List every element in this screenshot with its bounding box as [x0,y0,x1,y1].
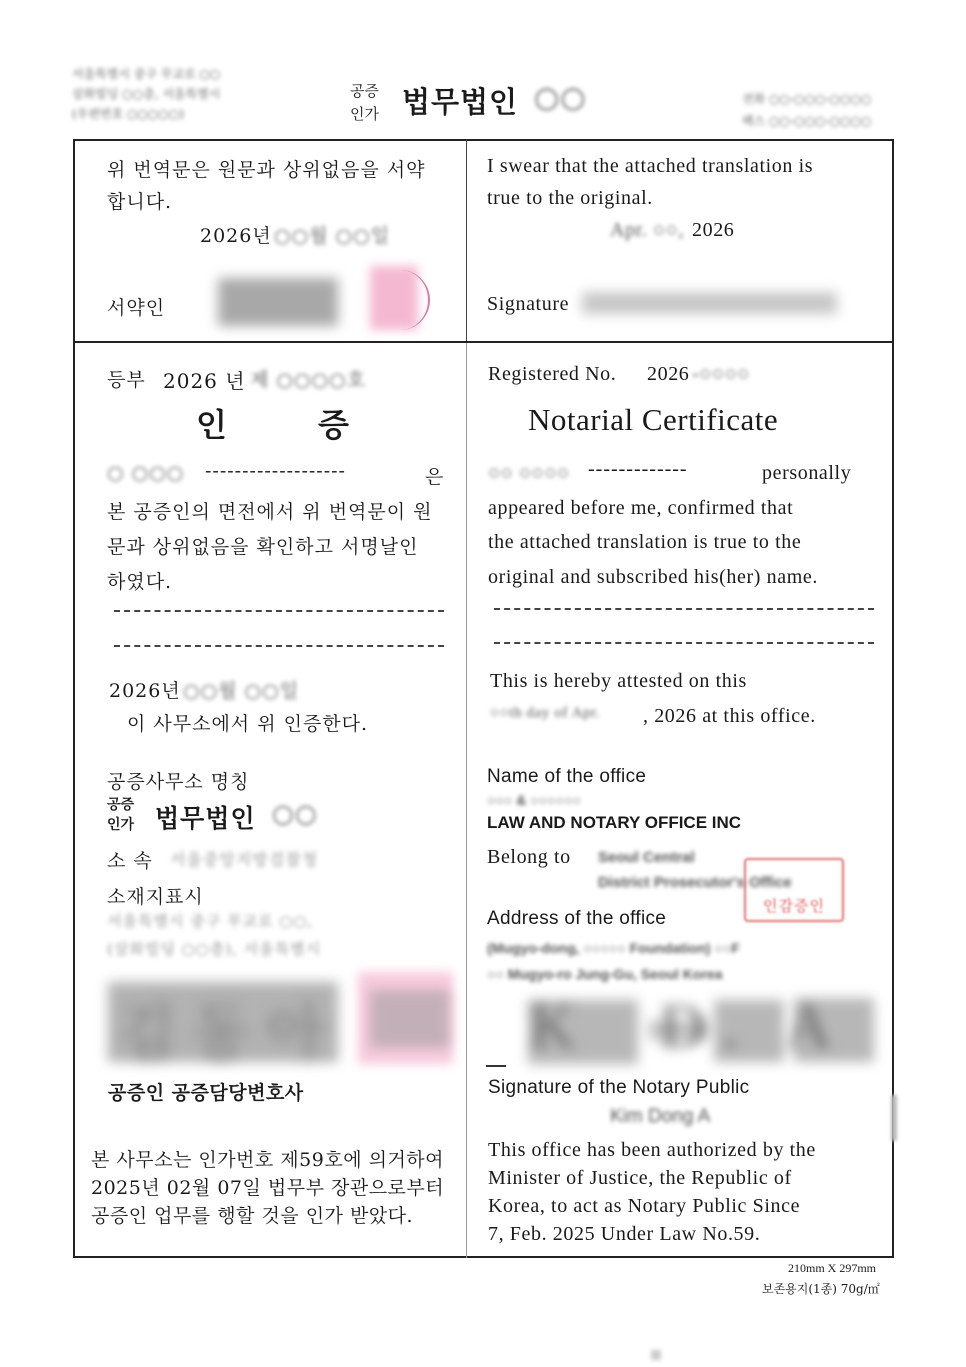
office-ko-small-bottom: 인가 [107,817,135,833]
office-en-address-line2: ○○ Mugyo-ro Jung-Gu, Seoul Korea [487,966,723,982]
cert-ko-body-line1: 본 공증인의 면전에서 위 번역문이 원 [107,501,433,523]
cert-en-body-line2: the attached translation is true to the [488,531,802,553]
oath-ko-line2: 합니다. [107,191,173,213]
header-small-bottom: 인가 [350,105,379,123]
sig-en-role: Signature of the Notary Public [488,1077,750,1098]
office-en-name-label: Name of the office [487,766,647,787]
scan-mark [891,1095,897,1141]
auth-en-line2: Minister of Justice, the Republic of [488,1167,792,1189]
office-ko-name: 법무법인 [155,804,256,833]
cert-en-person-suffix: personally [762,462,852,484]
office-en-belong-line2: District Prosecutor's Office [598,874,792,891]
oath-en-signature-redaction [582,292,837,314]
oath-ko-line1: 위 번역문은 원문과 상위없음을 서약 [107,159,426,181]
auth-en-line4: 7, Feb. 2025 Under Law No.59. [488,1223,761,1245]
cert-ko-person-dashes: ------------------- [205,460,346,482]
oath-ko-date-year: 2026년 [200,225,272,247]
cert-ko-att-line2: 이 사무소에서 위 인증한다. [127,713,369,735]
office-ko-belong-value: 서울중앙지방검찰청 [170,850,319,869]
office-en-belong-line1: Seoul Central [598,849,695,866]
cert-en-dash-line2 [494,642,874,644]
cert-ko-reg-number: 제 ○○○○호 [250,369,367,391]
cert-ko-body-line3: 하였다. [107,571,173,593]
oath-ko-date-rest: ○○월 ○○일 [274,225,391,247]
office-ko-belong-label: 소 속 [107,850,153,872]
cert-en-reg-number: -○○○○ [692,363,750,385]
cert-en-body-line3: original and subscribed his(her) name. [488,566,818,588]
cert-ko-reg-year: 2026 년 [163,369,246,393]
cert-ko-person: ○ ○○○ [107,462,185,484]
office-ko-address-line1: 서울특별시 중구 무교로 ○○, [107,912,314,930]
office-stamp: 인감증인 [744,858,844,922]
office-en-name-value: LAW AND NOTARY OFFICE INC [487,813,742,832]
cert-en-person-dashes: ------------- [588,458,688,480]
cert-en-reg-year: 2026 [647,363,690,385]
certificate-column-divider [466,343,467,1258]
cert-en-person: ○○ ○○○○ [488,462,570,484]
cert-ko-person-suffix: 은 [425,466,445,488]
cert-ko-title-right: 증 [318,406,350,444]
header-contact [742,88,871,132]
oath-en-line1: I swear that the attached translation is [487,155,814,177]
header-title-name: ○○ [534,80,587,114]
auth-ko-line1: 본 사무소는 인가번호 제59호에 의거하여 [91,1149,444,1171]
cert-ko-dash-line1 [114,610,444,612]
oath-ko-signer-label: 서약인 [107,297,166,319]
cert-ko-att-rest: ○○월 ○○일 [183,680,300,702]
sig-ko-role: 공증인 공증담당변호사 [108,1082,304,1104]
office-ko-small-label [107,795,134,835]
footer-paper-size: 210mm X 297mm [788,1261,877,1275]
oath-divider [73,341,894,343]
cert-en-body-line1: appeared before me, confirmed that [488,497,794,519]
auth-en-line1: This office has been authorized by the [488,1139,816,1161]
cert-ko-att-year: 2026년 [109,680,181,702]
cert-en-att-line1: This is hereby attested on this [490,670,747,692]
sig-ko-glyphs: 김동아 [118,998,340,1068]
office-en-name-blur: ○○○ & ○○○○○○ [487,792,581,808]
header-title: 법무법인 [402,85,519,119]
header-contact-line: 전화 ○○-○○○-○○○○ [742,92,872,106]
sig-en-name-blur: Kim Dong A [610,1106,711,1127]
office-ko-address-label: 소재지표시 [107,886,204,908]
cert-en-dash-line1 [494,608,874,610]
cert-ko-dash-line2 [114,645,444,647]
sig-en-glyphs: K D. A [530,993,849,1061]
header-address-line: (우편번호 ○○○○○) [72,107,184,121]
office-ko-name-label: 공증사무소 명칭 [107,771,250,793]
office-en-belong-label: Belong to [487,846,571,868]
auth-ko-line2: 2025년 02월 07일 법무부 장관으로부터 [91,1177,445,1199]
oath-en-date-rest: Apr. ○○, [610,219,684,241]
oath-en-date-year: 2026 [692,219,735,241]
cert-ko-body-line2: 문과 상위없음을 확인하고 서명날인 [107,536,419,558]
header-small-top: 공증 [350,82,379,100]
cert-en-att-blur: ○○th day of Apr. [490,705,601,721]
office-en-address-label: Address of the office [487,908,667,929]
footer-paper-type: 보존용지(1종) 70g/㎡ [762,1282,880,1296]
cert-en-title: Notarial Certificate [528,402,779,437]
header-address [72,64,220,124]
cert-en-att-line2: , 2026 at this office. [643,705,816,727]
oath-column-divider [466,139,467,341]
oath-en-signature-label: Signature [487,293,570,315]
header-small-label [350,80,379,126]
auth-ko-line3: 공증인 업무를 행할 것을 인가 받았다. [91,1205,414,1227]
oath-en-line2: true to the original. [487,187,653,209]
office-ko-address-line2: (삼화빌딩 ○○층), 서울특별시 [107,940,322,958]
office-ko-name-blur: ○○ [272,799,318,828]
office-en-address-line1: (Mugyo-dong, ○○○○○ Foundation) ○○F [487,940,740,956]
footer-scan-mark [651,1350,661,1360]
cert-ko-reg-label: 등부 [107,369,146,391]
header-address-line: 삼화빌딩 ○○층, 서울특별시 [72,87,221,101]
header-contact-line: 팩스 ○○-○○○-○○○○ [742,114,872,128]
sig-en-underline [486,1065,506,1067]
header-address-line: 서울특별시 중구 무교로 ○○ [72,67,221,81]
cert-ko-title-left: 인 [196,406,228,444]
oath-ko-signer-name [235,288,288,310]
auth-en-line3: Korea, to act as Notary Public Since [488,1195,801,1217]
cert-en-reg-label: Registered No. [488,363,617,385]
office-ko-small-top: 공증 [107,797,135,813]
